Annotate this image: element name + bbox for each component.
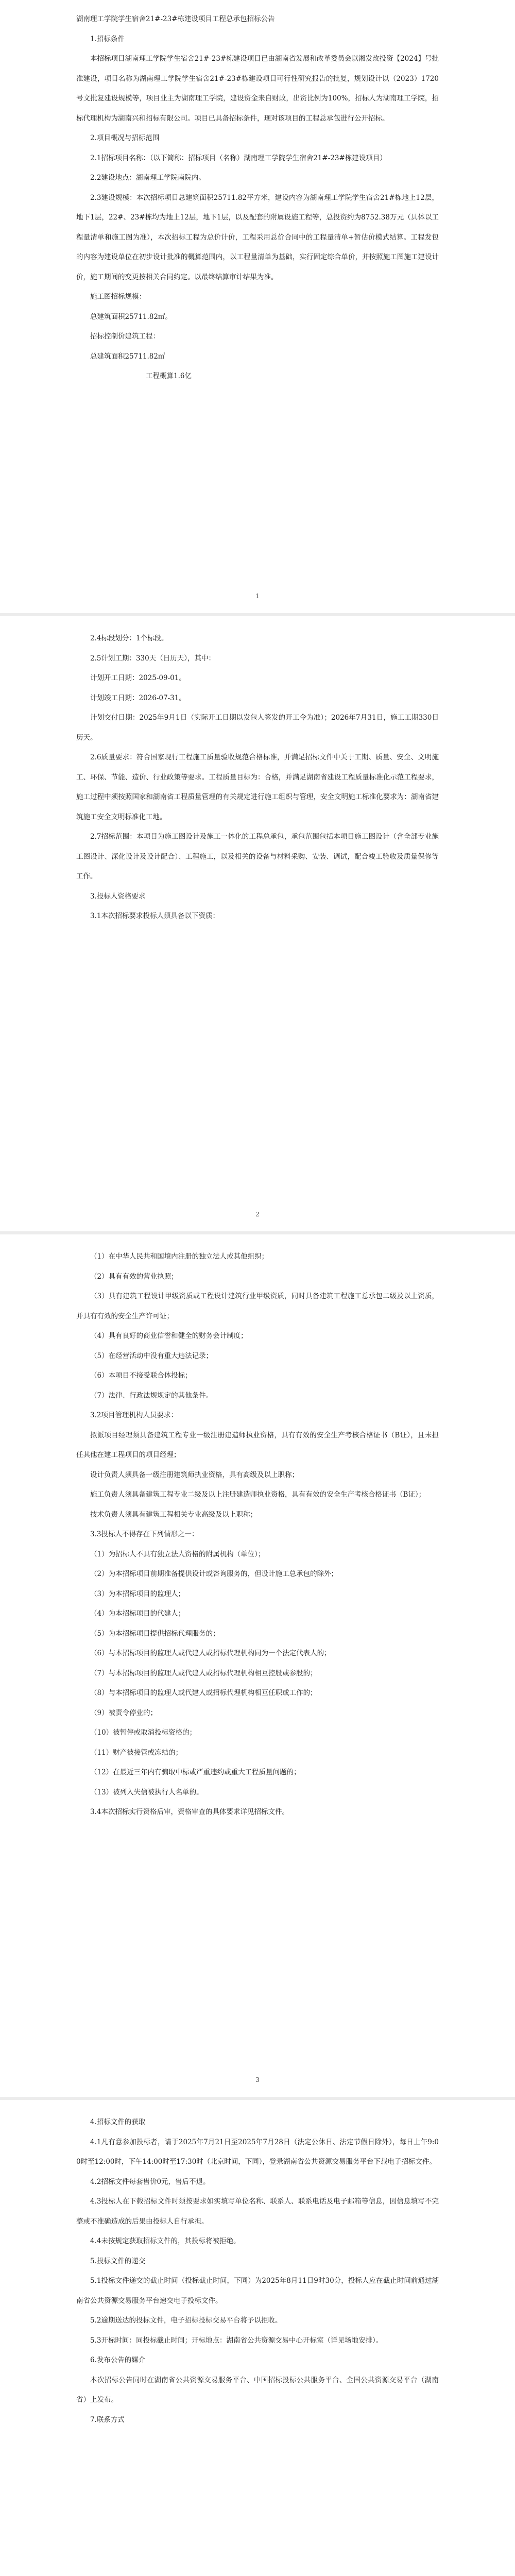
page-number: 1	[255, 592, 260, 600]
paragraph: 总建筑面积25711.82㎡。	[90, 312, 172, 321]
document-page-1	[0, 0, 515, 613]
paragraph: 施工图招标规模：	[90, 293, 146, 301]
section-heading: 1.招标条件	[90, 35, 125, 43]
paragraph: 5.1投标文件递交的截止时间（投标截止时间，下同）为2025年8月11日9时30分，投标人应在截止时间前通过湖南省公共资源交易服务平台递交电子投标文件。	[76, 2277, 439, 2305]
paragraph: 2.5计划工期：330天（日历天），其中：	[90, 654, 215, 663]
section-heading: 4.招标文件的获取	[90, 2118, 146, 2126]
paragraph: （9）被责令停业的；	[90, 1708, 158, 1717]
paragraph: 设计负责人须具备一级注册建筑师执业资格，具有高级及以上职称；	[90, 1470, 299, 1479]
paragraph: 招标控制价建筑工程：	[90, 332, 160, 341]
paragraph: 3.3投标人不得存在下列情形之一：	[90, 1530, 199, 1538]
page-number: 2	[255, 1211, 260, 1218]
paragraph: 4.3投标人在下载招标文件时须按要求如实填写单位名称、联系人、联系电话及电子邮箱等信息，因信息填写不完整或不准确造成的后果由投标人自行承担。	[76, 2197, 439, 2226]
paragraph: 计划交付日期：2025年9月1日（实际开工日期以发包人签发的开工令为准）；2026年7月31日，施工工期330日历天。	[76, 714, 439, 742]
paragraph: 3.4本次招标实行资格后审，资格审查的具体要求详见招标文件。	[90, 1808, 289, 1816]
paragraph: （13）被列入失信被执行人名单的。	[90, 1788, 203, 1797]
paragraph: （6）与本招标项目的监理人或代建人或招标代理机构同为一个法定代表人的；	[90, 1649, 331, 1657]
paragraph: 拟派项目经理须具备建筑工程专业一级注册建造师执业资格，具有有效的安全生产考核合格证书（B证），且未担任其他在建工程项目的项目经理；	[76, 1431, 439, 1459]
paragraph: （1）在中华人民共和国境内注册的独立法人或其他组织；	[90, 1252, 269, 1261]
paragraph: （10）被暂停或取消投标资格的；	[90, 1728, 197, 1737]
paragraph: 工程概算1.6亿	[146, 372, 192, 380]
paragraph: 5.2逾期送达的投标文件，电子招标投标交易平台将予以拒收。	[90, 2316, 282, 2325]
document-page-2	[0, 616, 515, 1231]
section-heading: 2.项目概况与招标范围	[90, 134, 160, 142]
document-page-4	[0, 2100, 515, 2576]
paragraph: 计划竣工日期：2026-07-31。	[90, 693, 186, 702]
document-title: 湖南理工学院学生宿舍21#-23#栋建设项目工程总承包招标公告	[76, 15, 275, 23]
paragraph: （7）法律、行政法规规定的其他条件。	[90, 1391, 213, 1400]
paragraph: （6）本项目不接受联合体投标；	[90, 1371, 192, 1380]
paragraph: （1）为招标人不具有独立法人资格的附属机构（单位）；	[90, 1550, 265, 1558]
paragraph: （7）与本招标项目的监理人或代建人或招标代理机构相互控股或参股的；	[90, 1669, 317, 1677]
paragraph: 3.1本次招标要求投标人须具备以下资质：	[90, 912, 219, 920]
paragraph: （8）与本招标项目的监理人或代建人或招标代理机构相互任职或工作的；	[90, 1689, 317, 1697]
paragraph: （3）具有建筑工程设计甲级资质或工程设计建筑行业甲级资质，同时具备建筑工程施工总承包二级及以上资质，并具有有效的安全生产许可证；	[76, 1292, 439, 1320]
paragraph: 本招标项目湖南理工学院学生宿舍21#-23#栋建设项目已由湖南省发展和改革委员会以湘发改投资【2024】号批准建设，项目名称为湖南理工学院学生宿舍21#-23#栋建设项目可行性研究报告的批复，规划设计以（2023）1720号文批复建设规模等，项目业主为湖南理工学院，建设资金来自财政，出资比例为100%，招标人为湖南理工学院，招标代理机构为湖南兴和招标有限公司。项目已具备招标条件，现对该项目的工程总承包进行公开招标。	[76, 55, 439, 123]
section-heading: 5.投标文件的递交	[90, 2257, 146, 2265]
section-heading: 6.发布公告的媒介	[90, 2356, 146, 2364]
paragraph: 计划开工日期：2025-09-01。	[90, 674, 186, 682]
paragraph: 4.2招标文件每套售价0元，售后不退。	[90, 2177, 210, 2186]
paragraph: （5）在经营活动中没有重大违法记录；	[90, 1351, 213, 1360]
paragraph: 4.1凡有意参加投标者，请于2025年7月21日至2025年7月28日（法定公休日、法定节假日除外），每日上午9:00时至12:00时，下午14:00时至17:30时（北京时间，下同），登录湖南省公共资源交易服务平台下载电子招标文件。	[76, 2138, 439, 2166]
paragraph: 2.4标段划分：1个标段。	[90, 634, 168, 642]
paragraph: 技术负责人须具有建筑工程相关专业高级及以上职称；	[90, 1510, 257, 1519]
paragraph: 总建筑面积25711.82㎡	[90, 352, 165, 361]
page-2-body	[76, 629, 439, 926]
document-page-3	[0, 1234, 515, 2097]
paragraph: 2.7招标范围：本项目为施工图设计及施工一体化的工程总承包，承包范围包括本项目施工图设计（含全部专业施工图设计、深化设计及设计配合）、工程施工，以及相关的设备与材料采购、安装、调试，配合竣工验收及质量保修等工作。	[76, 833, 439, 880]
paragraph: 2.2建设地点：湖南理工学院南院内。	[90, 174, 205, 182]
paragraph: （12）在最近三年内有骗取中标或严重违约或重大工程质量问题的；	[90, 1768, 301, 1776]
paragraph: 施工负责人须具备建筑工程专业二级及以上注册建造师执业资格，具有有效的安全生产考核合格证书（B证）；	[90, 1490, 426, 1499]
paragraph: 2.3建设规模：本次招标项目总建筑面积25711.82平方米，建设内容为湖南理工学院学生宿舍21#栋地上12层，地下1层，22#、23#栋均为地上12层，地下1层，以及配套的附属设施工程等，总投资约为8752.38万元（具体以工程量清单和施工图为准），本次招标工程为总价计价，工程采用总价合同中的工程量清单+暂估价模式结算。工程发包的内容为建设单位在初步设计批准的概算范围内，以工程量清单为基础，实行固定综合单价，并按照施工图施工建设计价，施工期间的变更按相关合同约定。以最终结算审计结果为准。	[76, 193, 439, 281]
paragraph: （5）为本招标项目提供招标代理服务的；	[90, 1629, 220, 1638]
paragraph: （3）为本招标项目的监理人；	[90, 1589, 185, 1598]
paragraph: （2）具有有效的营业执照；	[90, 1272, 178, 1281]
paragraph: （4）具有良好的商业信誉和健全的财务会计制度；	[90, 1332, 248, 1340]
paragraph: （11）财产被接管或冻结的；	[90, 1748, 183, 1757]
paragraph: 2.6质量要求：符合国家现行工程施工质量验收规范合格标准，并满足招标文件中关于工期、质量、安全、文明施工、环保、节能、造价、行业政策等要求。工程质量目标为：合格，并满足湖南省建设工程质量标准化示范工程要求，施工过程中须按照国家和湖南省工程质量管理的有关规定进行施工组织与管理，安全文明施工标准化要求为：湖南省建筑施工安全文明标准化工地。	[76, 753, 439, 821]
paragraph: 本次招标公告同时在湖南省公共资源交易服务平台、中国招标投标公共服务平台、全国公共资源交易平台（湖南省）上发布。	[76, 2376, 439, 2404]
paragraph: （4）为本招标项目的代建人；	[90, 1609, 185, 1618]
paragraph: 5.3开标时间：同投标截止时间；开标地点：湖南省公共资源交易中心开标室（详见场地安排）。	[90, 2336, 383, 2345]
section-heading: 3.投标人资格要求	[90, 892, 146, 901]
paragraph: （2）为本招标项目前期准备提供设计或咨询服务的，但设计施工总承包的除外；	[90, 1570, 338, 1578]
paragraph: 4.4未按规定获取招标文件的，其投标将被拒绝。	[90, 2237, 241, 2245]
paragraph: 3.2项目管理机构人员要求：	[90, 1411, 178, 1419]
paragraph: 2.1招标项目名称：（以下简称：招标项目（名称）湖南理工学院学生宿舍21#-23#栋建设项目）	[90, 154, 387, 162]
page-4-body	[76, 2112, 439, 2430]
page-3-body	[76, 1247, 439, 1822]
page-1-body	[76, 9, 439, 386]
section-heading: 7.联系方式	[90, 2415, 125, 2424]
page-number: 3	[255, 2076, 260, 2083]
